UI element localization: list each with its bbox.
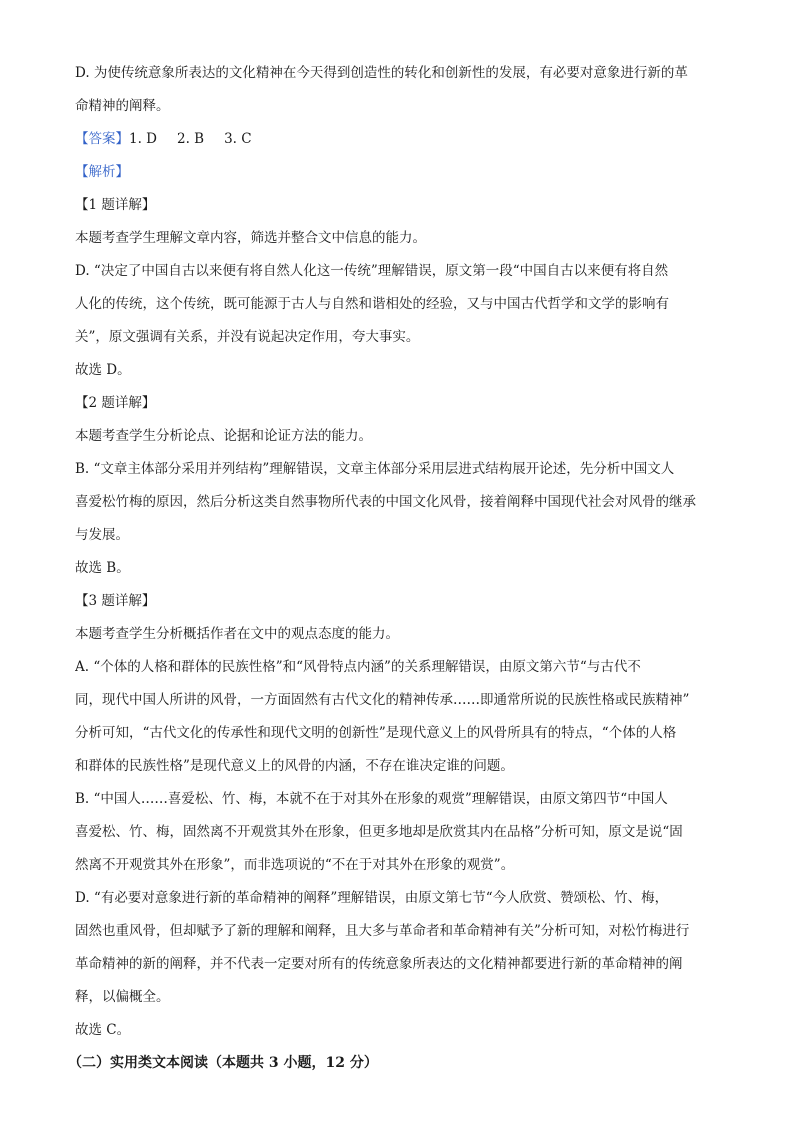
q1-detail-line-1: D. “决定了中国自古以来便有将自然人化这一传统”理解错误，原文第一段“中国自古以来便有将自然 xyxy=(75,263,669,279)
q3-para-a-line-4: 和群体的民族性格”是现代意义上的风骨的内涵，不存在谁决定谁的问题。 xyxy=(75,758,514,774)
q3-title: 【3 题详解】 xyxy=(75,593,156,609)
section-heading: （二）实用类文本阅读（本题共 3 小题，12 分） xyxy=(68,1055,378,1071)
q3-para-b-line-1: B. “中国人……喜爱松、竹、梅，本就不在于对其外在形象的观赏”理解错误，由原文第四节“中国人 xyxy=(75,791,668,807)
answer-tag: 【答案】 xyxy=(75,131,129,147)
q1-title: 【1 题详解】 xyxy=(75,197,156,213)
option-d-line-1: D. 为使传统意象所表达的文化精神在今天得到创造性的转化和创新性的发展，有必要对意象进行新的革 xyxy=(75,65,688,81)
q2-conclusion: 故选 B。 xyxy=(75,560,130,576)
q3-conclusion: 故选 C。 xyxy=(75,1022,131,1038)
analysis-tag: 【解析】 xyxy=(75,164,129,180)
answer-item-3: 3. C xyxy=(224,131,252,147)
q1-detail-line-3: 关”，原文强调有关系，并没有说起决定作用，夸大事实。 xyxy=(75,329,420,345)
q3-para-a-line-1: A. “个体的人格和群体的民族性格”和“风骨特点内涵”的关系理解错误，由原文第六节“与古代不 xyxy=(75,659,641,675)
q3-para-d-line-1: D. “有必要对意象进行新的革命精神的阐释”理解错误，由原文第七节“今人欣赏、赞颂松、竹、梅， xyxy=(75,890,669,906)
answer-item-2: 2. B xyxy=(177,131,205,147)
q3-para-b-line-2: 喜爱松、竹、梅，固然离不开观赏其外在形象，但更多地却是欣赏其内在品格”分析可知，原文是说“固 xyxy=(75,824,683,840)
q1-conclusion: 故选 D。 xyxy=(75,362,131,378)
q1-intro: 本题考查学生理解文章内容，筛选并整合文中信息的能力。 xyxy=(75,230,426,246)
q3-para-b-line-3: 然离不开观赏其外在形象”，而非选项说的“不在于对其外在形象的观赏”。 xyxy=(75,857,515,873)
q3-intro: 本题考查学生分析概括作者在文中的观点态度的能力。 xyxy=(75,626,399,642)
q2-detail-line-3: 与发展。 xyxy=(75,527,129,543)
q2-intro: 本题考查学生分析论点、论据和论证方法的能力。 xyxy=(75,428,372,444)
q3-para-a-line-3: 分析可知，“古代文化的传承性和现代文明的创新性”是现代意义上的风骨所具有的特点，“个体的人格 xyxy=(75,725,677,741)
q3-para-d-line-4: 释，以偏概全。 xyxy=(75,989,170,1005)
q1-detail-line-2: 人化的传统，这个传统，既可能源于古人与自然和谐相处的经验，又与中国古代哲学和文学的影响有 xyxy=(75,296,669,312)
q3-para-a-line-2: 同，现代中国人所讲的风骨，一方面固然有古代文化的精神传承……即通常所说的民族性格或民族精神” xyxy=(75,692,690,708)
q2-title: 【2 题详解】 xyxy=(75,395,156,411)
answer-line xyxy=(75,129,725,149)
q2-detail-line-2: 喜爱松竹梅的原因，然后分析这类自然事物所代表的中国文化风骨，接着阐释中国现代社会对风骨的继承 xyxy=(75,494,696,510)
answer-item-1: 1. D xyxy=(129,131,157,147)
q3-para-d-line-3: 革命精神的新的阐释，并不代表一定要对所有的传统意象所表达的文化精神都要进行新的革命精神的阐 xyxy=(75,956,683,972)
option-d-line-2: 命精神的阐释。 xyxy=(75,98,170,114)
q2-detail-line-1: B. “文章主体部分采用并列结构”理解错误，文章主体部分采用层进式结构展开论述，先分析中国文人 xyxy=(75,461,675,477)
q3-para-d-line-2: 固然也重风骨，但却赋予了新的理解和阐释，且大多与革命者和革命精神有关”分析可知，对松竹梅进行 xyxy=(75,923,690,939)
